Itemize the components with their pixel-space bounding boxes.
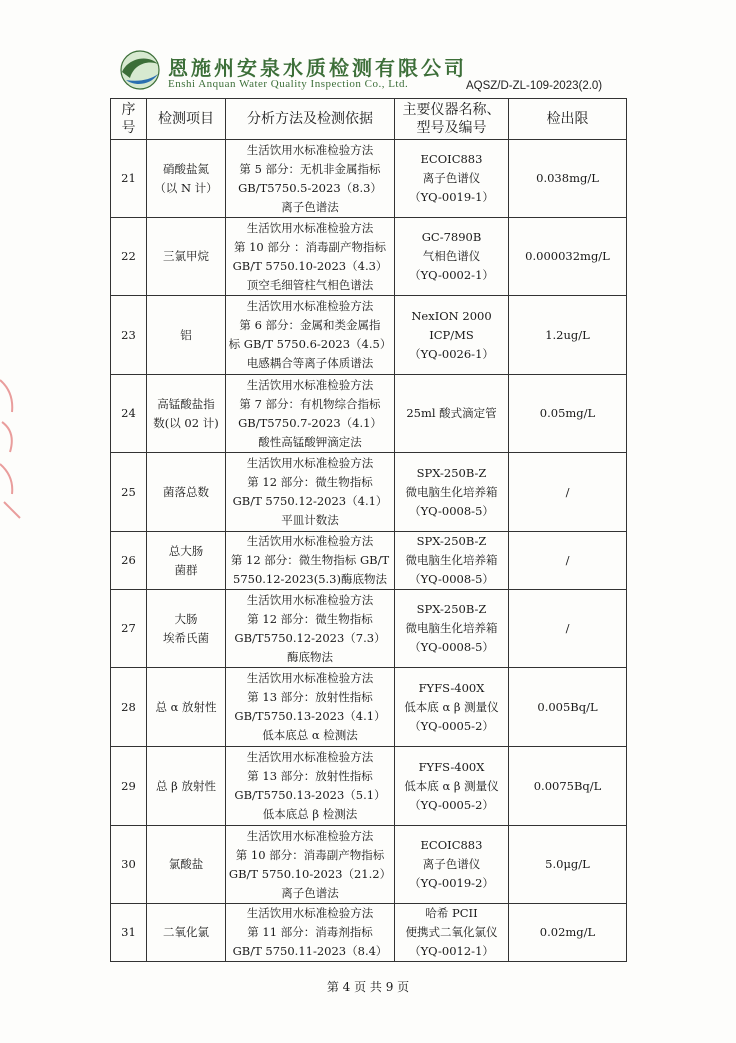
seal-stamp-fragment: [0, 372, 26, 522]
method-basis-line: 生活饮用水标准检验方法: [246, 671, 374, 685]
method-basis: [226, 590, 395, 668]
method-basis-line: 第 13 部分：放射性指标: [247, 769, 373, 783]
page-number: 第 4 页 共 9 页: [326, 980, 410, 994]
row-number: 30: [111, 826, 147, 904]
test-item-line: 三氯甲烷: [163, 249, 209, 263]
document-number: AQSZ/D-ZL-109-2023(2.0): [466, 80, 603, 92]
test-item: [147, 747, 226, 826]
method-basis-line: GB/T5750.7-2023（4.1）: [238, 415, 382, 430]
header-text-line: 分析方法及检测依据: [247, 111, 373, 127]
method-basis: [226, 747, 395, 826]
detection-limit: 0.0075Bq/L: [509, 747, 627, 826]
instrument-line: 离子色谱仪: [422, 171, 481, 185]
method-basis-line: GB/T 5750.11-2023（8.4）: [232, 944, 388, 958]
test-item-line: 二氧化氯: [163, 925, 209, 939]
method-basis-line: 第 13 部分：放射性指标: [247, 690, 373, 704]
method-basis: [226, 140, 395, 218]
table-row: [111, 590, 627, 668]
header-text-line: 序: [121, 102, 136, 118]
test-item-line: 总 β 放射性: [156, 778, 216, 793]
company-name-cn: 恩施州安泉水质检测有限公司: [168, 56, 467, 80]
test-item: [147, 453, 226, 532]
method-basis-line: GB/T5750.13-2023（5.1）: [234, 788, 386, 802]
detection-limit: 0.038mg/L: [509, 140, 627, 218]
test-item: [147, 826, 226, 904]
method-basis: [226, 904, 395, 962]
detection-limit: /: [509, 453, 627, 532]
detection-limit: 1.2ug/L: [509, 296, 627, 375]
method-basis-line: 电感耦合等离子体质谱法: [246, 356, 374, 370]
instrument-line: 微电脑生化培养箱: [405, 553, 498, 567]
instrument-line: 微电脑生化培养箱: [405, 484, 498, 499]
detection-limit: /: [509, 590, 627, 668]
method-basis-line: 第 11 部分：消毒剂指标: [247, 925, 373, 939]
instrument-line: FYFS-400X: [418, 680, 485, 695]
test-item-line: 氯酸盐: [168, 857, 204, 871]
detection-limit: /: [509, 532, 627, 590]
instrument-line: （YQ-0026-1）: [409, 346, 494, 361]
method-basis-line: 酶底物法: [287, 649, 333, 664]
method-basis-line: 标 GB/T 5750.6-2023（4.5）: [228, 337, 392, 351]
row-number: 31: [111, 904, 147, 962]
instrument-line: （YQ-0012-1）: [409, 944, 494, 958]
row-number: 24: [111, 375, 147, 453]
method-basis: [226, 218, 395, 296]
test-item-line: 硝酸盐氮: [163, 161, 209, 176]
instrument-line: 微电脑生化培养箱: [405, 621, 498, 635]
method-basis-line: 生活饮用水标准检验方法: [246, 906, 374, 920]
instrument-line: 气相色谱仪: [422, 249, 481, 263]
test-item-line: 大肠: [174, 611, 198, 626]
test-item: [147, 532, 226, 590]
instrument: [395, 375, 509, 453]
row-number: 23: [111, 296, 147, 375]
instrument-line: 便携式二氧化氯仪: [405, 925, 498, 939]
row-number: 28: [111, 668, 147, 747]
detection-limit: 0.05mg/L: [509, 375, 627, 453]
method-basis-line: GB/T 5750.10-2023（21.2）: [228, 866, 392, 881]
method-basis: [226, 826, 395, 904]
row-number: 22: [111, 218, 147, 296]
instrument-line: （YQ-0019-2）: [409, 876, 494, 890]
method-basis-line: 第 6 部分：金属和类金属指: [239, 318, 381, 332]
instrument: [395, 296, 509, 375]
company-logo-icon: [118, 48, 162, 92]
header-text-line: 主要仪器名称、: [402, 102, 501, 118]
table-header-row: [111, 99, 627, 140]
company-name-en: Enshi Anquan Water Quality Inspection Co., Ltd.: [168, 78, 409, 90]
instrument: [395, 747, 509, 826]
instrument: [395, 532, 509, 590]
col-header-instrument: [395, 99, 509, 140]
instrument-line: NexION 2000: [411, 308, 492, 323]
method-basis-line: 第 12 部分：微生物指标: [247, 611, 373, 626]
method-basis-line: 顶空毛细管柱气相色谱法: [246, 277, 374, 292]
instrument: [395, 826, 509, 904]
row-number: 21: [111, 140, 147, 218]
test-item-line: 总大肠: [168, 543, 204, 558]
method-basis-line: GB/T5750.12-2023（7.3）: [234, 630, 386, 645]
method-basis: [226, 532, 395, 590]
instrument-line: （YQ-0005-2）: [409, 797, 494, 812]
instrument-line: （YQ-0019-1）: [409, 190, 494, 204]
instrument-line: 低本底 α β 测量仪: [404, 699, 499, 714]
row-number: 27: [111, 590, 147, 668]
test-item-line: （以 N 计）: [154, 180, 218, 195]
detection-limit: 0.000032mg/L: [509, 218, 627, 296]
method-basis-line: 酸性高锰酸钾滴定法: [258, 434, 362, 449]
col-header-no: [111, 99, 147, 140]
method-basis-line: 生活饮用水标准检验方法: [246, 377, 374, 392]
table-row: [111, 218, 627, 296]
table-row: [111, 296, 627, 375]
method-basis-line: 平皿计数法: [281, 513, 339, 527]
method-basis-line: GB/T 5750.12-2023（4.1）: [232, 494, 388, 508]
col-header-item: [147, 99, 226, 140]
test-item-line: 菌群: [174, 562, 198, 577]
method-basis-line: 生活饮用水标准检验方法: [246, 220, 374, 235]
test-item: [147, 218, 226, 296]
method-basis-line: 生活饮用水标准检验方法: [246, 592, 374, 607]
table-row: [111, 532, 627, 590]
method-basis-line: 生活饮用水标准检验方法: [246, 299, 374, 313]
method-basis-line: GB/T5750.5-2023（8.3）: [238, 180, 382, 195]
method-basis-line: 第 12 部分：微生物指标: [247, 475, 373, 489]
test-item-line: 高锰酸盐指: [157, 396, 215, 411]
method-basis-line: 第 10 部分：消毒副产物指标: [235, 847, 385, 862]
col-header-method: [226, 99, 395, 140]
test-item-line: 总 α 放射性: [155, 699, 217, 714]
detection-limit: 0.02mg/L: [509, 904, 627, 962]
method-basis-line: 生活饮用水标准检验方法: [246, 456, 374, 470]
instrument-line: SPX-250B-Z: [416, 465, 487, 480]
table-row: [111, 375, 627, 453]
instrument-line: ECOIC883: [420, 838, 483, 852]
table-row: [111, 140, 627, 218]
instrument: [395, 140, 509, 218]
row-number: 26: [111, 532, 147, 590]
method-basis: [226, 375, 395, 453]
method-basis-line: 第 5 部分：无机非金属指标: [239, 161, 381, 176]
test-item: [147, 668, 226, 747]
method-basis-line: 5750.12-2023(5.3)酶底物法: [233, 572, 387, 586]
method-basis-line: 生活饮用水标准检验方法: [246, 828, 374, 843]
instrument-line: （YQ-0008-5）: [409, 640, 494, 654]
test-item-line: 菌落总数: [163, 484, 209, 499]
test-item: [147, 296, 226, 375]
test-item: [147, 590, 226, 668]
instrument-line: 25ml 酸式滴定管: [406, 406, 497, 420]
instrument: [395, 218, 509, 296]
method-basis-line: 第 7 部分：有机物综合指标: [239, 396, 381, 411]
inspection-methods-table: [110, 98, 627, 962]
method-basis-line: 离子色谱法: [281, 199, 339, 214]
detection-limit: 5.0μg/L: [509, 826, 627, 904]
instrument-line: GC-7890B: [421, 230, 482, 244]
method-basis-line: 低本底总 α 检测法: [262, 728, 358, 742]
test-item-line: 埃希氏菌: [163, 630, 209, 645]
method-basis-line: 离子色谱法: [281, 885, 339, 900]
row-number: 25: [111, 453, 147, 532]
instrument-line: （YQ-0005-2）: [409, 718, 494, 733]
header-text-line: 号: [121, 120, 136, 136]
table-row: [111, 747, 627, 826]
method-basis-line: 生活饮用水标准检验方法: [246, 142, 374, 157]
table-row: [111, 668, 627, 747]
instrument-line: SPX-250B-Z: [416, 534, 487, 548]
test-item: [147, 140, 226, 218]
instrument-line: ICP/MS: [429, 327, 474, 342]
table-row: [111, 826, 627, 904]
method-basis-line: GB/T 5750.10-2023（4.3）: [232, 258, 388, 273]
method-basis-line: 低本底总 β 检测法: [262, 807, 358, 821]
instrument-line: FYFS-400X: [418, 759, 485, 774]
table-row: [111, 453, 627, 532]
instrument-line: （YQ-0008-5）: [409, 572, 494, 586]
method-basis-line: 生活饮用水标准检验方法: [246, 534, 374, 548]
test-item: [147, 375, 226, 453]
instrument-line: （YQ-0002-1）: [409, 268, 494, 282]
test-item-line: 数(以 02 计): [153, 415, 219, 430]
header-text-line: 型号及编号: [416, 120, 487, 136]
instrument: [395, 590, 509, 668]
instrument-line: （YQ-0008-5）: [409, 503, 494, 518]
instrument-line: 低本底 α β 测量仪: [404, 778, 499, 793]
test-item: [147, 904, 226, 962]
instrument-line: SPX-250B-Z: [416, 602, 487, 616]
instrument: [395, 668, 509, 747]
method-basis: [226, 453, 395, 532]
method-basis-line: GB/T5750.13-2023（4.1）: [234, 709, 386, 723]
instrument-line: 哈希 PCII: [425, 906, 478, 920]
header-text-line: 检出限: [546, 111, 589, 127]
instrument-line: ECOIC883: [420, 152, 483, 166]
method-basis-line: 生活饮用水标准检验方法: [246, 750, 374, 764]
row-number: 29: [111, 747, 147, 826]
method-basis-line: 第 12 部分：微生物指标 GB/T: [230, 553, 390, 567]
method-basis-line: 第 10 部分 ：消毒副产物指标: [233, 239, 387, 254]
method-basis: [226, 668, 395, 747]
header-text-line: 检测项目: [158, 111, 214, 127]
instrument-line: 离子色谱仪: [422, 857, 481, 871]
test-item-line: 铝: [180, 327, 192, 342]
instrument: [395, 453, 509, 532]
instrument: [395, 904, 509, 962]
method-basis: [226, 296, 395, 375]
table-row: [111, 904, 627, 962]
detection-limit: 0.005Bq/L: [509, 668, 627, 747]
col-header-limit: [509, 99, 627, 140]
